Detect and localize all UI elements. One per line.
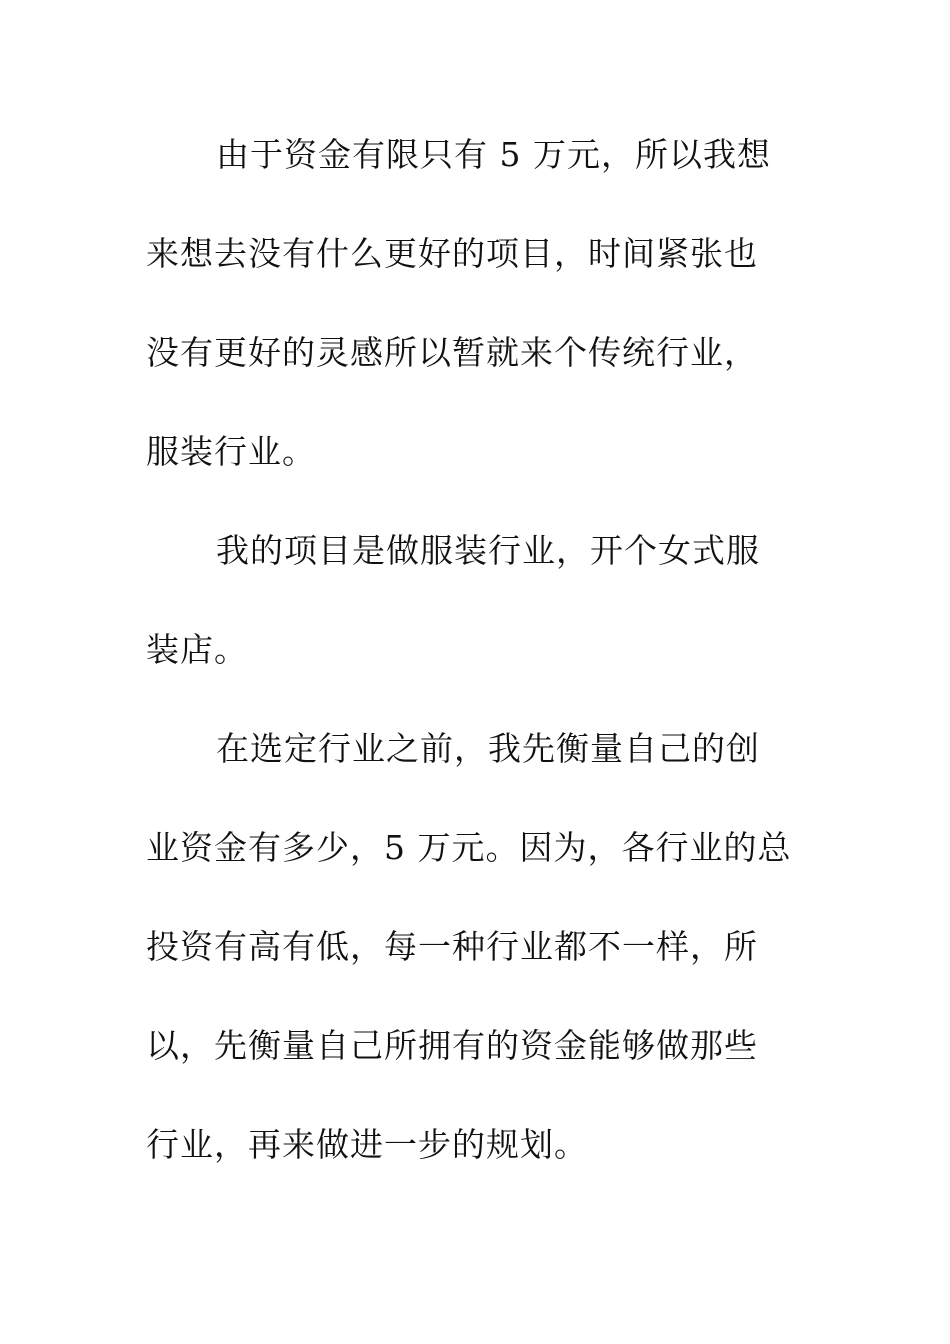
paragraph-1-line-4: 服装行业。 (146, 432, 316, 471)
paragraph-3-line-1: 在选定行业之前，我先衡量自己的创 (216, 729, 760, 768)
paragraph-3-line-4: 以，先衡量自己所拥有的资金能够做那些 (146, 1026, 758, 1065)
paragraph-2-line-2: 装店。 (146, 630, 248, 669)
paragraph-2-line-1: 我的项目是做服装行业，开个女式服 (216, 531, 760, 570)
paragraph-3-line-2: 业资金有多少，5 万元。因为，各行业的总 (146, 828, 792, 867)
paragraph-3-line-5: 行业，再来做进一步的规划。 (146, 1125, 588, 1164)
paragraph-3-line-3: 投资有高有低，每一种行业都不一样，所 (146, 927, 758, 966)
paragraph-1-line-1: 由于资金有限只有 5 万元，所以我想 (216, 135, 771, 174)
document-body (146, 120, 806, 1209)
paragraph-1-line-3: 没有更好的灵感所以暂就来个传统行业， (146, 333, 758, 372)
paragraph-1-line-2: 来想去没有什么更好的项目，时间紧张也 (146, 234, 758, 273)
